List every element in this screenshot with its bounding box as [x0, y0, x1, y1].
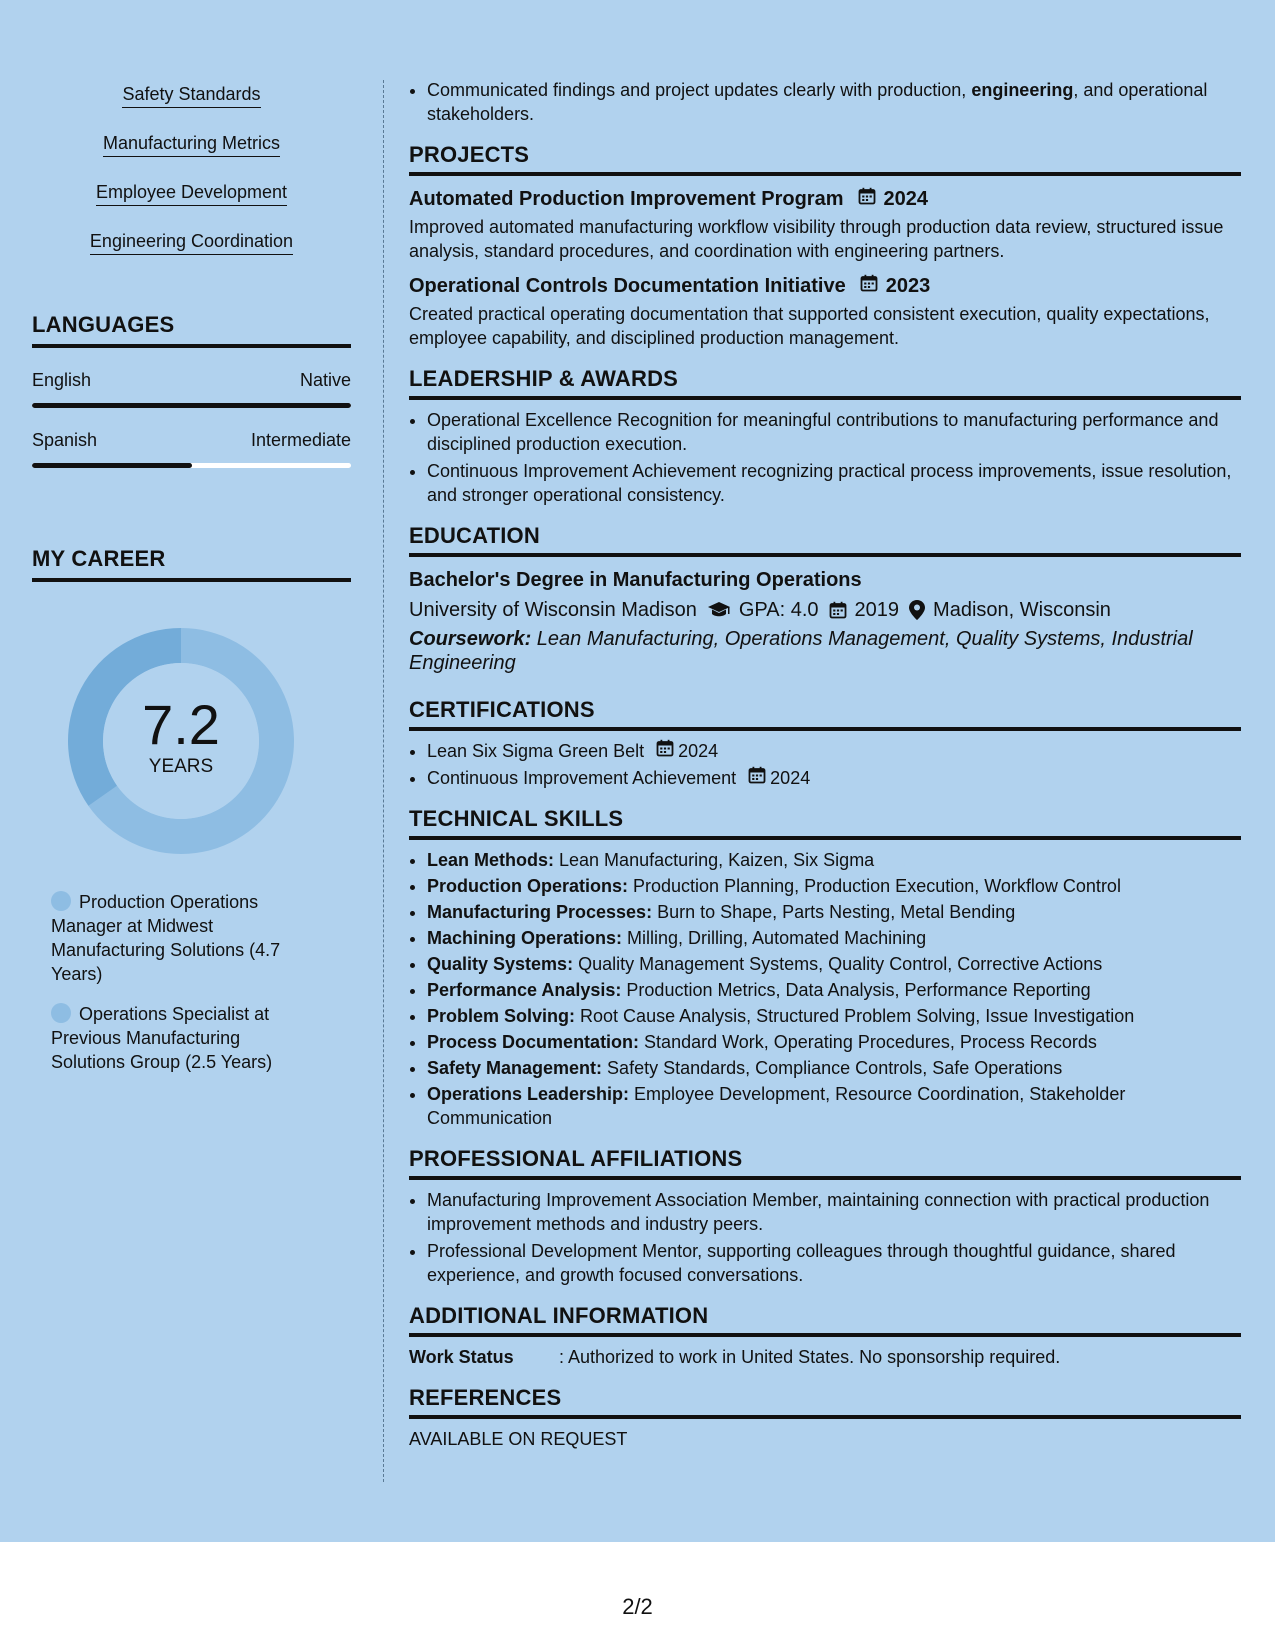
list-item: • Machining Operations: Milling, Drilling, Automated Machining — [427, 926, 1241, 950]
skill-item: Engineering Coordination — [90, 231, 293, 255]
list-item: • Performance Analysis: Production Metrics, Data Analysis, Performance Reporting — [427, 978, 1241, 1002]
map-pin-icon — [909, 600, 925, 620]
list-item: • Operational Excellence Recognition for meaningful contributions to manufacturing performance and disciplined production execution. — [427, 408, 1241, 456]
project-item — [409, 273, 1241, 350]
languages-heading: LANGUAGES — [32, 312, 351, 348]
leadership-heading: LEADERSHIP & AWARDS — [409, 366, 1241, 400]
certifications-list — [409, 739, 1241, 790]
language-level: Intermediate — [250, 430, 351, 450]
list-item: • Continuous Improvement Achievement recognizing practical process improvements, issue resolution, and stronger operational consistency. — [427, 459, 1241, 507]
language-bar — [32, 403, 351, 408]
language-bar-fill — [32, 403, 351, 408]
career-legend-item — [51, 890, 301, 986]
gpa: GPA: 4.0 — [738, 599, 819, 621]
language-level: Native — [299, 370, 351, 390]
list-item: • Process Documentation: Standard Work, Operating Procedures, Process Records — [427, 1030, 1241, 1054]
main-column — [409, 78, 1241, 1451]
career-legend — [51, 890, 301, 1074]
degree: Bachelor's Degree in Manufacturing Operations — [409, 569, 862, 591]
list-item: • Operations Leadership: Employee Development, Resource Coordination, Stakeholder Communication — [427, 1082, 1241, 1130]
skill-item: Employee Development — [96, 182, 287, 206]
calendar-icon — [858, 186, 876, 212]
column-divider — [383, 80, 384, 1482]
project-year: 2024 — [883, 188, 928, 210]
legend-dot — [51, 1003, 71, 1023]
career-years-unit: YEARS — [148, 756, 214, 777]
list-item: • Continuous Improvement Achievement 2024 — [427, 766, 1241, 790]
technical-skills-heading: TECHNICAL SKILLS — [409, 806, 1241, 840]
projects-heading: PROJECTS — [409, 142, 1241, 176]
list-item: • Communicated findings and project updates clearly with production, engineering, and operational stakeholders. — [427, 78, 1241, 126]
project-title: Operational Controls Documentation Initiative — [409, 275, 846, 297]
language-spanish — [32, 430, 351, 468]
references-heading: REFERENCES — [409, 1385, 1241, 1419]
project-item — [409, 186, 1241, 263]
list-item: • Problem Solving: Root Cause Analysis, Structured Problem Solving, Issue Investigation — [427, 1004, 1241, 1028]
skill-item: Safety Standards — [122, 84, 260, 108]
education-heading: EDUCATION — [409, 523, 1241, 557]
graduation-year: 2019 — [854, 599, 900, 621]
career-total-years: 7.2 — [142, 693, 220, 756]
list-item: • Manufacturing Processes: Burn to Shape, Parts Nesting, Metal Bending — [427, 900, 1241, 924]
language-english — [32, 370, 351, 408]
work-status-label: Work Status — [409, 1347, 514, 1367]
legend-dot — [51, 891, 71, 911]
coursework: Lean Manufacturing, Operations Management, Quality Systems, Industrial Engineering — [409, 628, 1193, 674]
work-status-value: : Authorized to work in United States. No sponsorship required. — [559, 1347, 1061, 1367]
graduation-cap-icon — [707, 601, 731, 619]
skills-list — [32, 74, 351, 270]
list-item: • Professional Development Mentor, supporting colleagues through thoughtful guidance, shared experience, and growth focused conversations. — [427, 1239, 1241, 1287]
affiliations-heading: PROFESSIONAL AFFILIATIONS — [409, 1146, 1241, 1180]
additional-info-heading: ADDITIONAL INFORMATION — [409, 1303, 1241, 1337]
language-name: Spanish — [32, 430, 98, 450]
experience-continued-list — [409, 78, 1241, 126]
leadership-list — [409, 408, 1241, 507]
project-year: 2023 — [885, 275, 931, 297]
language-bar — [32, 463, 351, 468]
calendar-icon — [656, 739, 674, 763]
school: University of Wisconsin Madison — [409, 599, 697, 621]
list-item: • Manufacturing Improvement Association Member, maintaining connection with practical production improvement methods and industry peers. — [427, 1188, 1241, 1236]
page-number: 2/2 — [622, 1594, 653, 1619]
technical-skills-list — [409, 848, 1241, 1130]
calendar-icon — [748, 766, 766, 790]
references-text: AVAILABLE ON REQUEST — [409, 1429, 628, 1449]
calendar-icon — [829, 601, 847, 619]
list-item: • Production Operations: Production Planning, Production Execution, Workflow Control — [427, 874, 1241, 898]
certifications-heading: CERTIFICATIONS — [409, 697, 1241, 731]
list-item: • Quality Systems: Quality Management Systems, Quality Control, Corrective Actions — [427, 952, 1241, 976]
education-item — [409, 567, 1241, 675]
list-item: • Safety Management: Safety Standards, Compliance Controls, Safe Operations — [427, 1056, 1241, 1080]
language-name: English — [32, 370, 92, 390]
coursework-label: Coursework: — [409, 628, 532, 650]
career-heading: MY CAREER — [32, 546, 351, 582]
list-item: • Lean Six Sigma Green Belt 2024 — [427, 739, 1241, 763]
career-legend-item — [51, 1002, 301, 1074]
career-legend-label: Operations Specialist at Previous Manufacturing Solutions Group (2.5 Years) — [51, 1004, 273, 1072]
career-donut-chart — [66, 626, 296, 856]
work-status-row — [409, 1345, 1241, 1369]
affiliations-list — [409, 1188, 1241, 1287]
location: Madison, Wisconsin — [933, 599, 1111, 621]
language-bar-fill — [32, 463, 192, 468]
project-description: Created practical operating documentation that supported consistent execution, quality expectations, employee capability, and disciplined production management. — [409, 304, 1210, 348]
career-legend-label: Production Operations Manager at Midwest Manufacturing Solutions (4.7 Years) — [51, 892, 281, 984]
sidebar — [32, 74, 351, 1090]
list-item: • Lean Methods: Lean Manufacturing, Kaizen, Six Sigma — [427, 848, 1241, 872]
project-title: Automated Production Improvement Program — [409, 188, 844, 210]
calendar-icon — [860, 273, 878, 299]
project-description: Improved automated manufacturing workflow visibility through production data review, structured issue analysis, standard procedures, and coordination with engineering partners. — [409, 217, 1224, 261]
skill-item: Manufacturing Metrics — [103, 133, 280, 157]
